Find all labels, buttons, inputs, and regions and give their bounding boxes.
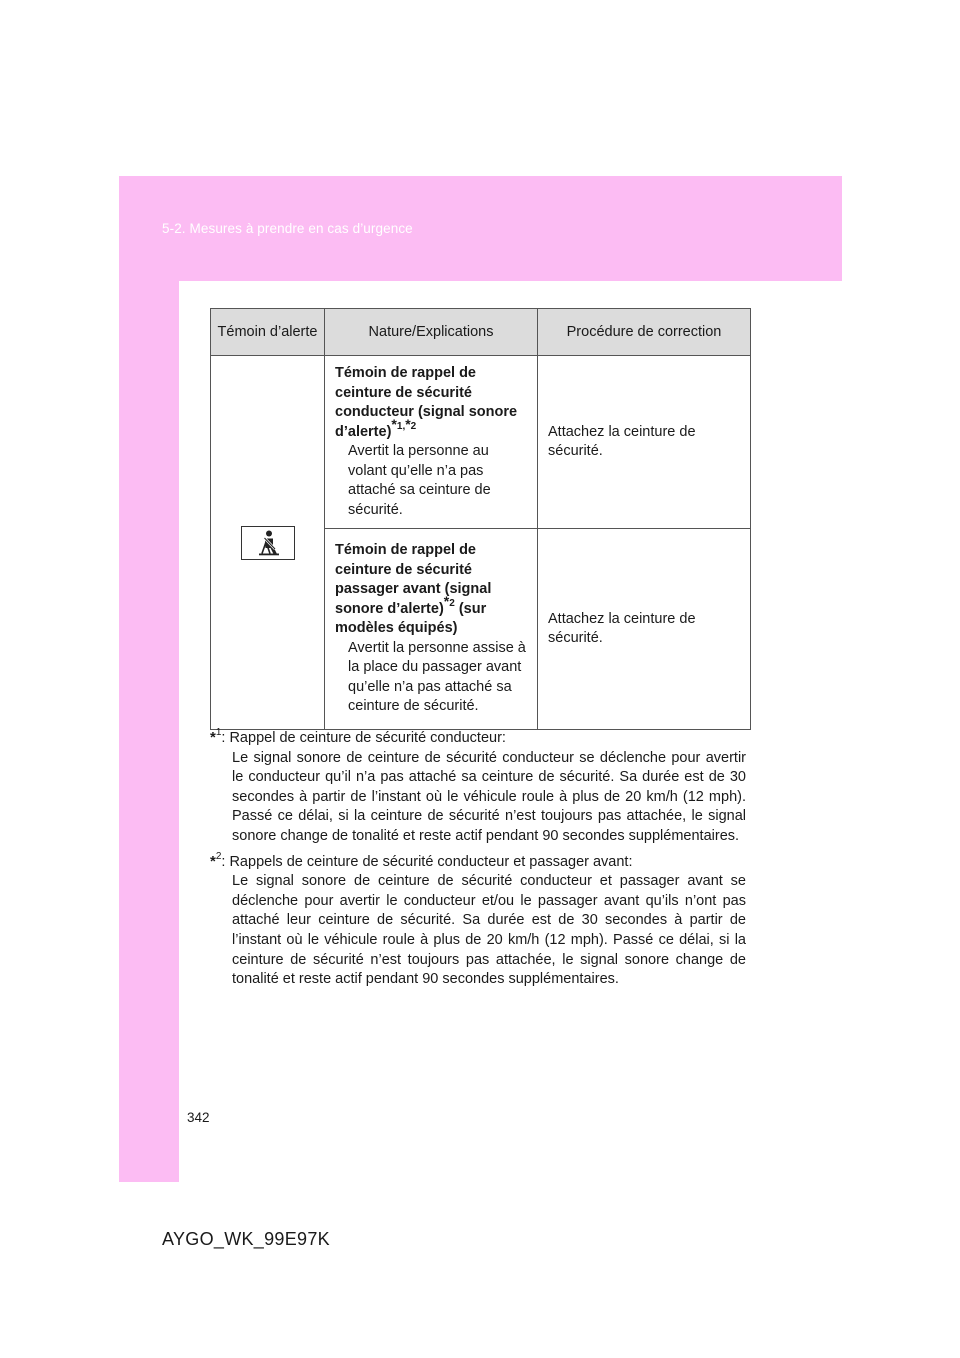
footnotes bbox=[210, 728, 746, 995]
footnote-ref: *1,*2 bbox=[391, 415, 417, 432]
explanation-title: Témoin de rappel de ceinture de sécurité conducteur (signal sonore d’alerte)$^{*1,*2}$ bbox=[335, 365, 518, 440]
procedure-passenger: Attachez la ceinture de sécurité. bbox=[538, 529, 751, 730]
footnote-body: Le signal sonore de ceinture de sécurité conducteur et passager avant se déclenche pour avertir le conducteur et/ou le passager avant qu’ils n’ont pas attaché leur ceinture de sécurité. Sa durée est de 30 secondes à partir de l’instant où le véhicule roule à plus de 20 km/h (12 mph). Passé ce délai, si la ceinture de sécurité n’est toujours pas attachée, le signal sonore change de tonalité et reste actif pendant 90 secondes supplémentaires. bbox=[232, 873, 746, 988]
explanation-title: Témoin de rappel de ceinture de sécurité passager avant (signal sonore d’alerte)$^{*2}$ (sur modèles équipés) bbox=[335, 542, 492, 637]
footnote-body: Le signal sonore de ceinture de sécurité conducteur se déclenche pour avertir le conducteur qu’il n’a pas attaché sa ceinture de sécurité. Sa durée est de 30 secondes à partir de l’instant où le véhicule roule à plus de 20 km/h (12 mph). Passé ce délai, si la ceinture de sécurité n’est toujours pas attachée, le signal sonore change de tonalité et reste actif pendant 90 secondes supplémentaires. bbox=[232, 749, 746, 844]
warning-icon-cell bbox=[211, 356, 325, 730]
explanation-passenger bbox=[325, 529, 538, 730]
warning-table bbox=[210, 308, 751, 730]
section-title: 5-2. Mesures à prendre en cas d’urgence bbox=[162, 221, 413, 236]
footnote-title: *$^1$: Rappel de ceinture de sécurité conducteur: bbox=[210, 727, 506, 746]
document-code: AYGO_WK_99E97K bbox=[162, 1229, 330, 1249]
table-header-row bbox=[211, 309, 751, 356]
side-strip bbox=[119, 281, 179, 1182]
seatbelt-icon-graphic bbox=[242, 527, 294, 559]
footnote-title: *$^2$: Rappels de ceinture de sécurité conducteur et passager avant: bbox=[210, 850, 633, 870]
procedure-driver: Attachez la ceinture de sécurité. bbox=[538, 356, 751, 529]
column-header-warning: Témoin d’alerte bbox=[211, 309, 325, 356]
footnote-1 bbox=[210, 728, 746, 847]
explanation-description: Avertit la personne au volant qu’elle n’a pas attaché sa ceinture de sécurité. bbox=[348, 443, 491, 518]
footnote-2 bbox=[210, 852, 746, 990]
column-header-procedure: Procédure de correction bbox=[538, 309, 751, 356]
page-number: 342 bbox=[187, 1110, 210, 1125]
seatbelt-warning-icon bbox=[241, 526, 295, 560]
footnote-ref: *2 bbox=[443, 592, 455, 609]
explanation-description: Avertit la personne assise à la place du passager avant qu’elle n’a pas attaché sa ceinture de sécurité. bbox=[348, 639, 526, 715]
explanation-driver bbox=[325, 356, 538, 529]
column-header-explanations: Nature/Explications bbox=[325, 309, 538, 356]
table-row bbox=[211, 356, 751, 529]
